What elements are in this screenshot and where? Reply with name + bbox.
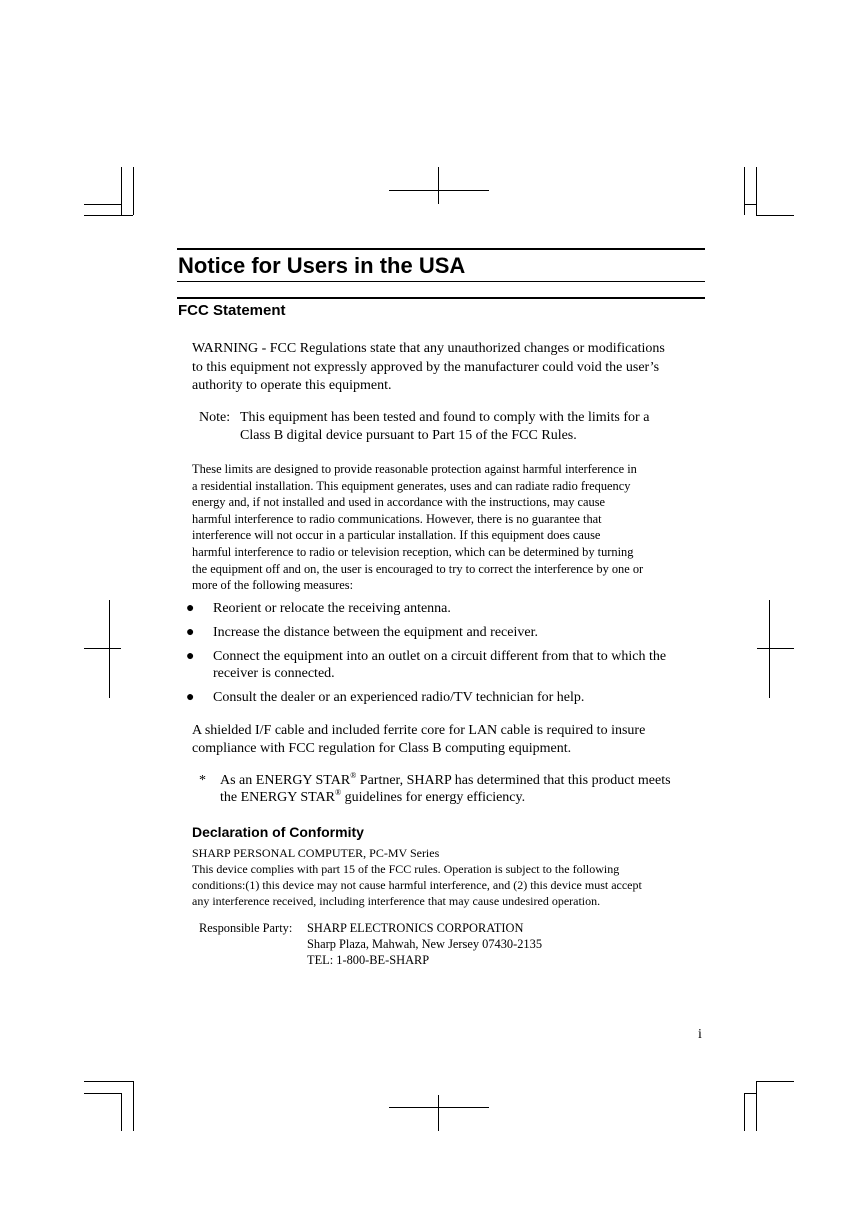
responsible-party-line: Sharp Plaza, Mahwah, New Jersey 07430-2135 [307, 937, 543, 951]
limits-line: harmful interference to radio communications. However, there is no guarantee that [192, 511, 602, 526]
declaration-paragraph [192, 845, 702, 909]
list-item: ● Consult the dealer or an experienced radio/TV technician for help. [186, 690, 585, 705]
limits-line: the equipment off and on, the user is encouraged to try to correct the interference by one or [192, 561, 644, 576]
list-item: ● Increase the distance between the equipment and receiver. [186, 625, 538, 640]
warning-paragraph [192, 340, 702, 396]
responsible-party-label: Responsible Party: [199, 921, 293, 935]
limits-line: more of the following measures: [192, 578, 354, 593]
title-rule-bottom [177, 281, 705, 282]
page-number: i [698, 1027, 702, 1042]
limits-line: interference will not occur in a particular installation. If this equipment does cause [192, 528, 601, 543]
note-line: This equipment has been tested and found to comply with the limits for a [240, 410, 650, 425]
registered-mark: ® [335, 788, 342, 797]
declaration-heading: Declaration of Conformity [192, 824, 364, 840]
declaration-line: This device complies with part 15 of the FCC rules. Operation is subject to the following [192, 862, 620, 876]
title-rule-top [177, 248, 705, 250]
bullet-icon: ● [186, 625, 195, 640]
limits-line: energy and, if not installed and used in accordance with the instructions, may cause [192, 495, 606, 510]
bullet-icon: ● [186, 601, 195, 616]
declaration-line: any interference received, including interference that may cause undesired operation. [192, 894, 601, 908]
list-item: ● Reorient or relocate the receiving antenna. [186, 601, 451, 616]
warning-line: authority to operate this equipment. [192, 378, 392, 394]
warning-line: to this equipment not expressly approved by the manufacturer could void the user’s [192, 359, 660, 375]
shielded-cable-paragraph [192, 722, 702, 757]
responsible-party-line: SHARP ELECTRONICS CORPORATION [307, 921, 524, 935]
note-label: Note: [199, 410, 231, 425]
warning-line: WARNING - FCC Regulations state that any unauthorized changes or modifications [192, 341, 665, 356]
asterisk-marker: * [199, 773, 206, 788]
limits-paragraph [192, 461, 702, 594]
limits-line: a residential installation. This equipment generates, uses and can radiate radio frequency [192, 478, 631, 493]
responsible-party-line: TEL: 1-800-BE-SHARP [307, 953, 430, 967]
energy-star-line: As an ENERGY STAR® Partner, SHARP has determined that this product meets [220, 771, 671, 788]
page-title: Notice for Users in the USA [178, 253, 466, 278]
list-item: ● Connect the equipment into an outlet on a circuit different from that to which the receiver is connected. [186, 649, 667, 681]
section-rule [177, 297, 705, 299]
energy-star-line: the ENERGY STAR® guidelines for energy efficiency. [220, 788, 526, 805]
shielded-line: A shielded I/F cable and included ferrite core for LAN cable is required to insure [192, 723, 646, 738]
declaration-line: conditions:(1) this device may not cause harmful interference, and (2) this device must accept [192, 878, 642, 892]
note-line: Class B digital device pursuant to Part 15 of the FCC Rules. [240, 428, 577, 443]
declaration-line: SHARP PERSONAL COMPUTER, PC-MV Series [192, 846, 440, 860]
limits-line: These limits are designed to provide reasonable protection against harmful interference in [192, 462, 637, 476]
bullet-icon: ● [186, 690, 195, 705]
bullet-icon: ● [186, 649, 195, 664]
limits-line: harmful interference to radio or television reception, which can be determined by turning [192, 544, 634, 559]
measures-list [186, 600, 706, 713]
shielded-line: compliance with FCC regulation for Class B computing equipment. [192, 740, 572, 756]
registered-mark: ® [350, 771, 357, 780]
fcc-statement-heading: FCC Statement [178, 302, 286, 319]
